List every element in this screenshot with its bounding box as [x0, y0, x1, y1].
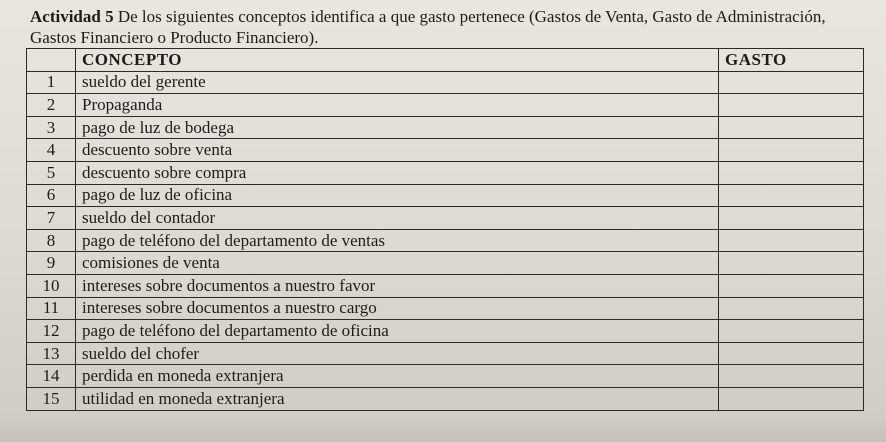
table-row [27, 116, 864, 139]
concept-header: CONCEPTO [76, 49, 719, 72]
row-number: 12 [27, 320, 76, 343]
concept-cell: pago de teléfono del departamento de oficina [76, 320, 719, 343]
expense-answer-cell[interactable] [719, 207, 864, 230]
concept-cell: comisiones de venta [76, 252, 719, 275]
row-number: 6 [27, 184, 76, 207]
table-row [27, 207, 864, 230]
concept-cell: Propaganda [76, 94, 719, 117]
row-number: 3 [27, 116, 76, 139]
activity-text: De los siguientes conceptos identifica a que gasto pertenece (Gastos de Venta, Gasto de Administración, Gastos Financiero o Producto Financiero). [30, 7, 826, 47]
expense-answer-cell[interactable] [719, 139, 864, 162]
expense-answer-cell[interactable] [719, 365, 864, 388]
table-row [27, 139, 864, 162]
concept-cell: pago de luz de bodega [76, 116, 719, 139]
concept-cell: pago de luz de oficina [76, 184, 719, 207]
expense-answer-cell[interactable] [719, 274, 864, 297]
row-number: 13 [27, 342, 76, 365]
expense-answer-cell[interactable] [719, 320, 864, 343]
concept-cell: sueldo del gerente [76, 71, 719, 94]
table-row [27, 365, 864, 388]
row-number: 14 [27, 365, 76, 388]
table-body [27, 71, 864, 410]
table-row [27, 387, 864, 410]
row-number: 2 [27, 94, 76, 117]
concept-cell: intereses sobre documentos a nuestro cargo [76, 297, 719, 320]
page-bottom-shadow [0, 418, 886, 442]
table-row [27, 184, 864, 207]
expense-answer-cell[interactable] [719, 342, 864, 365]
concept-cell: perdida en moneda extranjera [76, 365, 719, 388]
row-number: 5 [27, 161, 76, 184]
expense-answer-cell[interactable] [719, 252, 864, 275]
concept-cell: sueldo del contador [76, 207, 719, 230]
expense-answer-cell[interactable] [719, 387, 864, 410]
activity-instruction [30, 6, 850, 48]
table-row [27, 274, 864, 297]
expense-answer-cell[interactable] [719, 161, 864, 184]
expense-answer-cell[interactable] [719, 229, 864, 252]
table-row [27, 71, 864, 94]
table-header-row [27, 49, 864, 72]
expense-answer-cell[interactable] [719, 94, 864, 117]
concepts-table [26, 48, 864, 411]
row-number: 4 [27, 139, 76, 162]
expense-answer-cell[interactable] [719, 116, 864, 139]
table-row [27, 252, 864, 275]
table-row [27, 320, 864, 343]
expense-answer-cell[interactable] [719, 297, 864, 320]
number-header [27, 49, 76, 72]
row-number: 11 [27, 297, 76, 320]
expense-answer-cell[interactable] [719, 184, 864, 207]
concept-cell: sueldo del chofer [76, 342, 719, 365]
row-number: 9 [27, 252, 76, 275]
row-number: 7 [27, 207, 76, 230]
table-row [27, 161, 864, 184]
row-number: 15 [27, 387, 76, 410]
table-row [27, 342, 864, 365]
table-row [27, 229, 864, 252]
expense-header: GASTO [719, 49, 864, 72]
expense-answer-cell[interactable] [719, 71, 864, 94]
row-number: 10 [27, 274, 76, 297]
concept-cell: pago de teléfono del departamento de ventas [76, 229, 719, 252]
activity-title: Actividad 5 [30, 7, 114, 26]
concept-cell: descuento sobre compra [76, 161, 719, 184]
concept-cell: intereses sobre documentos a nuestro favor [76, 274, 719, 297]
row-number: 8 [27, 229, 76, 252]
concept-cell: descuento sobre venta [76, 139, 719, 162]
table-row [27, 94, 864, 117]
row-number: 1 [27, 71, 76, 94]
concept-cell: utilidad en moneda extranjera [76, 387, 719, 410]
table-row [27, 297, 864, 320]
